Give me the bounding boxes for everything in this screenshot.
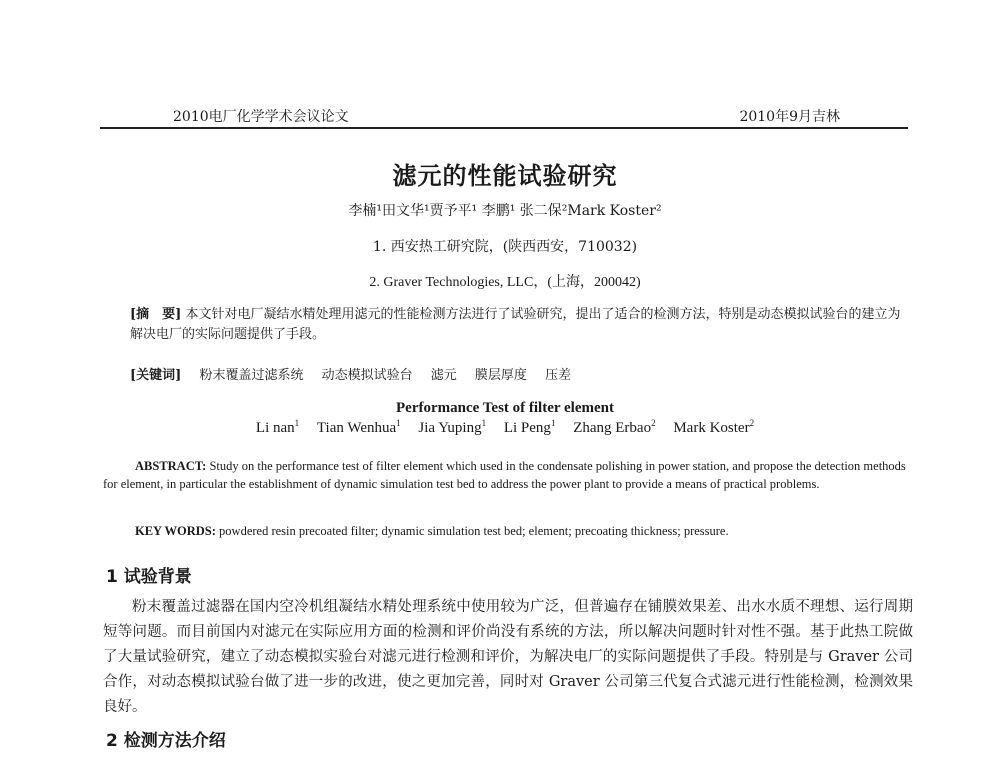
author: Jia Yuping$^1$ xyxy=(418,418,487,436)
chinese-abstract-text: 本文针对电厂凝结水精处理用滤元的性能检测方法进行了试验研究，提出了适合的检测方法，特别是动态模拟试验台的建立为解决电厂的实际问题提供了手段。 xyxy=(130,307,901,342)
author: Zhang Erbao$^2$ xyxy=(573,418,656,436)
chinese-keywords xyxy=(130,364,912,383)
section-heading-2: 2 检测方法介绍 xyxy=(106,731,226,751)
keyword: 滤元 xyxy=(430,368,457,383)
chinese-title: 滤元的性能试验研究 xyxy=(392,162,618,190)
english-keywords-label: KEY WORDS: xyxy=(135,524,216,538)
author: Mark Koster$^2$ xyxy=(673,418,755,436)
english-abstract xyxy=(103,457,911,493)
section-1-body: 粉末覆盖过滤器在国内空冷机组凝结水精处理系统中使用较为广泛，但普遍存在铺膜效果差、出水水质不理想、运行周期短等问题。而目前国内对滤元在实际应用方面的检测和评价尚没有系统的方法，所以解决问题时针对性不强。基于此热工院做了大量试验研究，建立了动态模拟实验台对滤元进行检测和评价，为解决电厂的实际问题提供了手段。特别是与 Graver 公司合作，对动态模拟试验台做了进一步的改进，使之更加完善，同时对 Graver 公司第三代复合式滤元进行性能检测，检测效果良好。 xyxy=(103,599,913,715)
chinese-authors: 李楠¹田文华¹贾予平¹ 李鹏¹ 张二保²Mark Koster² xyxy=(348,203,662,219)
chinese-keywords-label: [关键词] xyxy=(130,368,182,383)
keyword: 动态模拟试验台 xyxy=(321,368,413,383)
english-keywords-text: powdered resin precoated filter; dynamic simulation test bed; element; precoating thickness; pressure. xyxy=(219,524,729,538)
english-abstract-text: Study on the performance test of filter element which used in the condensate polishing in power station, and propose the detection methods for element, in particular the establishment of dynamic simulation test bed to address the power plant to provide a means of practical problems. xyxy=(103,459,906,491)
english-authors xyxy=(90,418,920,437)
keyword: 粉末覆盖过滤系统 xyxy=(199,368,304,383)
english-abstract-label: ABSTRACT: xyxy=(135,459,207,473)
section-heading-1: 1 试验背景 xyxy=(106,567,192,587)
affiliation-1: 1. 西安热工研究院，(陕西西安，710032) xyxy=(372,239,638,255)
chinese-abstract xyxy=(130,305,912,345)
keyword: 膜层厚度 xyxy=(474,368,527,383)
author: Li Peng$^1$ xyxy=(503,418,556,436)
affiliation-2: 2. Graver Technologies, LLC，(上海，200042) xyxy=(369,275,641,290)
keyword: 压差 xyxy=(545,368,572,383)
running-header-left: 2010电厂化学学术会议论文 xyxy=(173,109,349,125)
author: Li nan$^1$ xyxy=(255,418,300,436)
running-header-right: 2010年9月吉林 xyxy=(739,109,840,125)
chinese-abstract-label: [摘 要] xyxy=(130,307,182,322)
english-keywords xyxy=(135,524,905,539)
header-divider xyxy=(100,127,908,129)
english-title: Performance Test of filter element xyxy=(396,400,614,416)
author: Tian Wenhua$^1$ xyxy=(316,418,401,436)
